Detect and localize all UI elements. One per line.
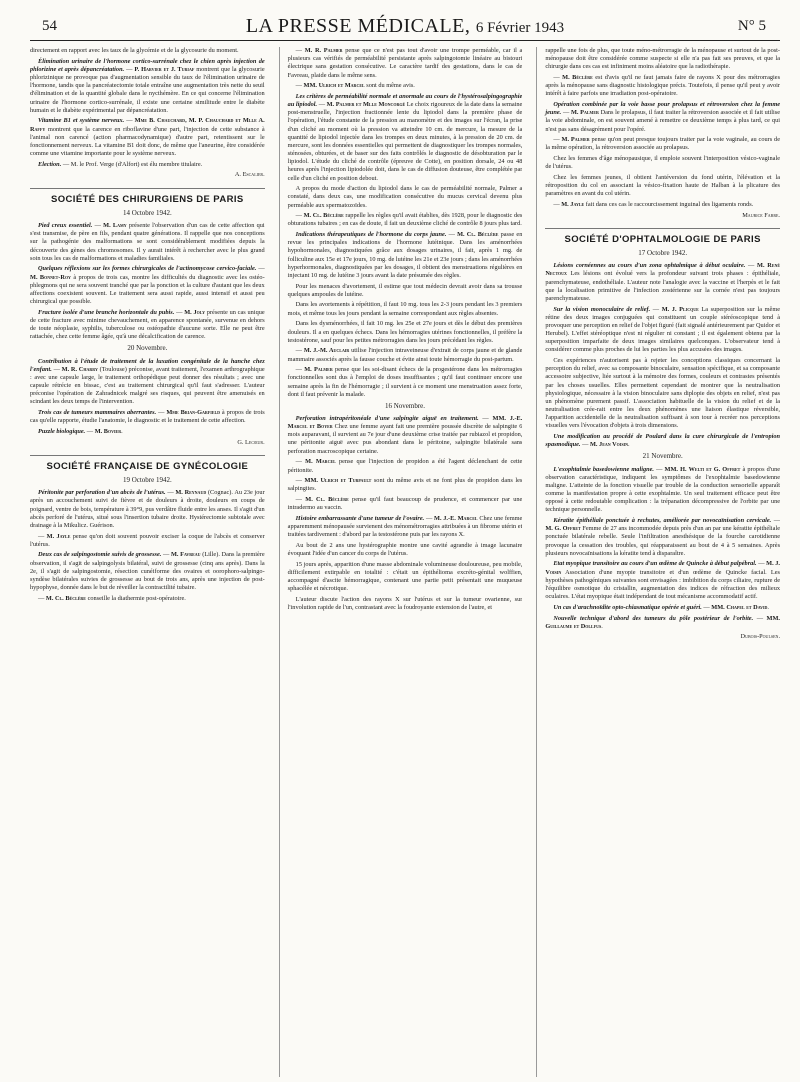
paragraph: Deux cas de salpingostomie suivis de grossesse. — M. Favreau (Lille). Dans la première observation, il s'agit de salpingolysis bilatéral, suivi de grossesse (cinq ans après). Dans la 2e, il s'agit de salpingostomie, résection cunéiforme des ovaires et oorophoro-salpingo-syndèse bilatérales suivies de grossesse au bout de trois ans, après une injection de post-hypophyse, donnée dans le but de réveiller la contractilité tubaire.	[30, 551, 265, 592]
paragraph: — M. Cl. Béclère conseille la diathermie post-opératoire.	[38, 594, 186, 602]
report-signature: Dubois-Poulsen.	[740, 633, 781, 641]
communication-title: Opération combinée par la voie basse pour prolapsus et rétroversion chez la femme jeune.	[545, 101, 781, 117]
paragraph: Élimination urinaire de l'hormone cortico-surrénale chez le chien après injection de phlorizine et après dépancréatation. — P. Harvier et J. Turiaf montrent que la glycosurie phlorizinique ne provoque pas d'augmentation sensible du taux de l'élimination urinaire de l'hormone, tandis que la pancréatectomie totale entraîne une augmentation très nette du seuil d'élimination et de la quantité globale dans le nycthémère. En ce qui concerne l'élimination urinaire de l'hormone cortico-surrénale, il existe une certaine similitude entre le diabète humain et le diabète expérimental par dépancréatation.	[30, 57, 265, 114]
session-date: 20 Novembre.	[127, 344, 168, 353]
paragraph	[545, 155, 780, 171]
paragraph-text: conseille la diathermie post-opératoire.	[87, 594, 186, 602]
paragraph: Quelques réflexions sur les formes chirurgicales de l'actinomycose cervico-faciale. — M. Bonnet-Roy à propos de trois cas, montre les difficultés du diagnostic avec les ostéo-phlegmons qui ne sera souvent tranché que par la ponction et la culture d'autant que les deux affections coexistent souvent. Le traitement sera aussi rapide, aussi intensif et aussi peu chirurgical que possible.	[30, 265, 265, 306]
communication-title: Élimination urinaire de l'hormone cortico-surrénale chez le chien après injection de phlorizine et après dépancréatation.	[30, 57, 265, 73]
communication-title: L'exophtalmie basedowienne maligne.	[553, 465, 654, 473]
paragraph: — M. Cl. Béclère rappelle les règles qu'il avait établies, dès 1928, pour le diagnostic des obturations tubaires ; en cas de doute, il fait un deuxième cliché de contrôle 8 jours plus tard.	[287, 212, 523, 228]
paragraph-text: A propos du mode d'action du lipiodol dans le cas de perméabilité normale, Palmer a constaté, dans deux cas, une modification consécutive du mucus cervical devenu plus perméable aux spermatozoïdes.	[287, 185, 523, 209]
author-names: Mme B. Chauchard, M. P. Chauchard et Mlle A. Raffy	[30, 117, 265, 133]
paragraph-text: M. le Prof. Verge (d'Alfort) est élu membre titulaire.	[70, 160, 203, 168]
communication-title: Fracture isolée d'une branche horizontale du pubis.	[38, 308, 175, 316]
communication-title: Trois cas de tumeurs mammaires aberrantes.	[38, 409, 157, 417]
paragraph: L'exophtalmie basedowienne maligne. — MM. H. Welti et G. Offret à propos d'une observation caractéristique, indiquent les symptômes de l'exophtalmie basedowienne maligne. L'atteinte de la fonction visuelle par trouble de la conduction sensorielle apparaît comme la manifestation propre à cette exophtalmie. Un seul traitement efficace peut être opposé à cette redoutable complication : la trépanation décompressive de l'orbite par une technique personnelle.	[545, 465, 781, 514]
paragraph-text: Ces expériences n'autorisent pas à rejeter les conceptions classiques concernant la perception du relief, avec sa composante binoculaire, sensation spécifique, et sa composante accessoire subjective, liée surtout à la mémoire des formes, couleurs et contrastes présentés par les choses usuelles. Elles permettent cependant de montrer que la neutralisation physiologique, nécessaire à la vision binoculaire sans diplopie des objets en relief, n'est pas un phénomène purement passif. L'association habituelle de la vision du relief et de la neutralisation crée-rait entre les deux phénomènes une liaison élastique réversible, l'apparition accidentelle de la neutralisation suffisant à son tour à recréer nos perceptions visuelles vers l'évocation d'objets à trois dimensions.	[545, 357, 781, 430]
issue-date: 6 Février 1943	[475, 20, 565, 36]
paragraph: Histoire embarrassante d'une tumeur de l'ovaire. — M. J.-E. Marcel Chez une femme apparemment ménopausée survienent des ménométrorragies attribuées à un fibrome utérin et traitées tardivement : d'abord par la testostérone puis par les rayons X.	[287, 514, 523, 539]
paragraph	[288, 596, 523, 612]
paragraph: — MM. Ulrich et Marcel sont du même avis.	[295, 82, 415, 90]
paragraph-text: Chez une femme ayant fait une première poussée discrète de salpingite 6 mois auparavant, il survient au 7e jour d'une deuxième crise traitée par rubiazol et propidon, une péritonite aiguë avec pus abondant dans le péritoine, salpingite bilatérale sans perforation macroscopique certaine.	[287, 423, 523, 455]
communication-title: Puzzle biologique.	[38, 427, 86, 435]
paragraph-text: présente l'observation d'un cas de cette affection qui s'est transmise, de père en fils, pendant quatre générations. Il rappelle que nos conceptions sur la pathogénie des malformations se sont considérablement modifiées depuis la découverte des gènes des chromosomes. Il y aurait intérêt à rechercher avec le plus grand soin tous les cas de malformations et maladies familiales.	[30, 222, 265, 262]
paragraph-text: (Cognac). Au 23e jour après un accouchement suivi de fièvre et de douleurs à droite, douleurs en coups de poignard, ventre de bois, température à 39°9, pus verdâtre fluide entre les anses. Il s'agit d'un abcès perforé de l'utérus, situé sous l'insertion tubaire droite. Hystérectomie subtotale avec drainage à la Mikulicz. Guérison.	[30, 489, 265, 529]
column-3	[536, 47, 780, 1077]
author-names: M. G. Offret	[545, 525, 581, 533]
section-heading: SOCIÉTÉ DES CHIRURGIENS DE PARIS	[30, 188, 265, 206]
paragraph: Nouvelle technique d'abord des tumeurs du pôle postérieur de l'orbite. — MM. Guillaume et Dollfus.	[545, 614, 781, 630]
paragraph: Indications thérapeutiques de l'hormone du corps jaune. — M. Cl. Béclère passe en revue les principales indications de l'hormone lutéinique. Dans les aménorrhées hypohormonales, diagnostiquées grâce aux dosages urinaires, il fait, après 1 mg. de folliculine aux 15e et 17e jours, 10 mg. de lutéine les 21e et 23e jours ; dans les aménorrhées hyperhormonales, diagnostiquées par les dosages, il obtient des menstruations régulières en injectant 10 mg. de lutéine 3 jours avant la date présumée des règles.	[287, 231, 523, 279]
paragraph: — M. Jayle fait dans ces cas le raccourcissement inguinal des ligaments ronds.	[553, 200, 754, 208]
paragraph-text: passe en revue les principales indications de l'hormone lutéinique. Dans les aménorrhées hypohormonales, diagnostiquées grâce aux dosages urinaires, il fait, après 1 mg. de folliculine aux 15e et 17e jours, 10 mg. de lutéine les 21e et 23e jours ; dans les aménorrhées hyperhormonales, diagnostiquées par les dosages, il obtient des menstruations régulières en injectant 10 mg. de lutéine 3 jours avant la date présumée des règles.	[287, 231, 523, 279]
paragraph: Contribution à l'étude de traitement de la luxation congénitale de la hanche chez l'enfant. — M. R. Charry (Toulouse) préconise, avant traitement, l'examen arthrographique : avec une capsule large, le traitement orthopédique peut donner des résultats ; avec une capsule rétrécie en bissac, c'est au traitement chirurgical qu'il faut s'adresser. L'auteur préconise l'opération de Zahradnicek malgré ses risques, qui peuvent être amenuisés en scindant les deux temps de l'intervention.	[30, 357, 265, 406]
author-names: M. Cl. Béclère	[305, 496, 349, 504]
paragraph: Election. — M. le Prof. Verge (d'Alfort) est élu membre titulaire.	[38, 160, 203, 168]
paragraph: — M. J.-M. Auclair utilise l'injection intraveineuse d'extrait de corps jaune et de glande mammaire associés après la fausse couche et évite ainsi toute hémorragie du post-partum.	[287, 347, 523, 363]
paragraph-text: Au bout de 2 ans une hystérographie montre une cavité agrandie à image lacunaire évoquant l'idée d'un cancer du corps de l'utérus.	[287, 541, 523, 558]
author-names: M. R. Charry	[61, 365, 98, 373]
paragraph: Pied creux essentiel. — M. Lamy présente l'observation d'un cas de cette affection qui s'est transmise, de père en fils, pendant quatre générations. Il rappelle que nos conceptions sur la pathogénie des malformations se sont considérablement modifiées depuis la découverte des gènes des chromosomes. Il y aurait intérêt à rechercher avec le plus grand soin tous les cas de malformations et maladies familiales.	[30, 222, 265, 262]
report-signature: A. Escalier.	[234, 171, 265, 179]
communication-title: Sur la vision monoculaire de relief.	[553, 305, 651, 313]
paragraph-text: Chez les femmes jeunes, il obtient l'antéversion du fond utérin, l'élévation et la rétroposition du col en associant la vésico-fixation haute de Halban à la plicature des paramètres en avant du col utérin.	[545, 173, 781, 198]
report-signature: Maurice Fabre.	[742, 211, 781, 219]
author-names: M. Reynaud	[175, 489, 207, 497]
paragraph	[545, 47, 780, 72]
communication-title: Quelques réflexions sur les formes chirurgicales de l'actinomycose cervico-faciale.	[38, 265, 257, 273]
paragraph-text: La superposition sur la même rétine des deux images conjuguées qui constituent un couple stéréoscopique tend à provoquer une perception en relief de l'objet figuré (fait signalé antérieurement par Quidor et Herubel). L'effet stéréoptique n'est ni régulier ni constant ; il est également obtenu par la superposition imparfaite de deux images similaires quelconques. L'observateur tend à considérer comme plus proches de lui les parties les plus accusées des images.	[545, 305, 781, 354]
paragraph: — M. Palmer pense que les soi-disant échecs de la progestérone dans les métrorragies fonctionnelles sont dus à l'emploi de doses insuffisantes ; qu'il faut continuer encore une semaine après la fin de l'hémorragie ; il survient à ce moment une menstruation assez forte, dont il faut prévenir la malade.	[287, 366, 523, 398]
paragraph-text: à propos d'une observation caractéristique, indiquent les symptômes de l'exophtalmie basedowienne maligne. L'atteinte de la fonction visuelle par trouble de la conduction sensorielle apparaît comme la manifestation propre à cette exophtalmie. Un seul traitement efficace peut être opposé à cette redoutable complication : la trépanation décompressive de l'orbite par une technique personnelle.	[545, 465, 781, 514]
paragraph: Puzzle biologique. — M. Bovier.	[38, 427, 123, 435]
author-names: M. Cl. Béclère	[457, 231, 499, 239]
paragraph-text: rappelle une fois de plus, que toute méno-métrorragie de la ménopause et surtout de la post-ménopause doit être considérée comme suspecte si elle n'a pas fait ses preuves, et que la chirurgie dans ces cas est infiniment moins aléatoire que la radiothérapie.	[545, 47, 781, 71]
author-names: M. Marcel	[305, 458, 336, 466]
paragraph	[288, 561, 523, 594]
paragraph-text: sont du même avis.	[366, 82, 415, 90]
author-names: MM. Guillaume et Dollfus	[545, 614, 781, 630]
paragraph-text: sont du même avis et ne font plus de propidon dans les salpingites.	[287, 477, 523, 493]
communication-title: Histoire embarrassante d'une tumeur de l'ovaire.	[295, 514, 425, 522]
paragraph: — M. R. Palmer pense que ce n'est pas tout d'avoir une trompe perméable, car il a plusieurs cas vérifiés de perméabilité persistante après salpingotomie linéaire au bistouri électrique sans gestation consécutive. Le caractère tardif des gestations, dans le cas de Favreau, plaide dans le même sens.	[287, 47, 523, 79]
author-names: M. Bovier	[94, 427, 122, 435]
author-names: M. J.-M. Auclair	[303, 347, 350, 355]
paragraph-text: montrent que la glycosurie phlorizinique ne provoque pas d'augmentation sensible du taux de l'élimination urinaire de l'hormone, tandis que la pancréatectomie totale entraîne une augmentation très nette du seuil d'élimination et de la quantité globale dans le nycthémère. En ce qui concerne l'élimination urinaire de l'hormone cortico-surrénale, il existe une certaine similitude entre le diabète humain et le diabète expérimental par dépancréatation.	[30, 65, 265, 114]
paragraph-text: (Lille). Dans la première observation, il s'agit de salpingolysis bilatéral, suivi de grossesse (cinq ans après). Dans la 2e, il s'agit de salpingostomie, résection cunéiforme des ovaires et oorophoro-salpingo-syndèse bilatérales suivies de grossesse au bout de trois ans, après une injection de post-hypophyse, donnée dans le but de réveiller la contractilité tubaire.	[30, 551, 265, 592]
paragraph	[288, 320, 523, 345]
paragraph: Etat myopique transitoire au cours d'un œdème de Quincke à début palpébral. — M. J. Voisin Association d'une myopie transitoire et d'un œdème de Quincke facial. Les hypothèses pathogéniques suivantes sont envisagées : imbibition du corps ciliaire, rupture de l'équilibre osmotique du cristallin, augmentation des indices de réfraction des milieux oculaires. L'état myopique était indépendant de tout mécanisme accommodatif actif.	[545, 560, 781, 601]
section-heading: SOCIÉTÉ FRANÇAISE DE GYNÉCOLOGIE	[30, 455, 265, 473]
communication-title: Vitamine B1 et système nerveux.	[38, 117, 125, 125]
column-2	[279, 47, 523, 1077]
paragraph-text: pense qu'on doit souvent pouvoir exciser la coque de l'abcès et conserver l'utérus.	[30, 532, 265, 548]
paragraph-text: à propos de trois cas, montre les difficultés du diagnostic avec les ostéo-phlegmons qui ne sera souvent tranché que par la ponction et la culture d'autant que les deux affections coexistent souvent. Le traitement sera aussi rapide, aussi intensif et aussi peu chirurgical que possible.	[30, 273, 265, 306]
author-names: M. Jean Voisin	[589, 441, 628, 449]
section-date: 14 Octobre 1942.	[122, 208, 172, 217]
issue-number: N° 5	[737, 18, 766, 34]
paragraph: — MM. Ulrich et Turpault sont du même avis et ne font plus de propidon dans les salpingites.	[287, 477, 523, 493]
paragraph-text: Dans les dysménorrhées, il fait 10 mg. les 25e et 27e jours et dès le début des premières douleurs. Il a en quelques échecs. Dans les hémorragies utérines fonctionnelles, il préfère la testostérone, sauf pour les petites métrorragies dans les jours précédant les règles.	[287, 320, 523, 344]
paragraph: Une modification au procédé de Poulard dans la cure chirurgicale de l'entropion spasmodique. — M. Jean Voisin.	[545, 433, 781, 449]
paragraph: Opération combinée par la voie basse pour prolapsus et rétroversion chez la femme jeune. — M. Palmer Dans le prolapsus, il faut traiter la rétroversion associée et il fait utilise la voie abdominale, on est souvent amené à remettre ce deuxième temps à plus tard, ce qui n'est pas sans désagrément pour l'opéré.	[545, 101, 781, 133]
paragraph: Vitamine B1 et système nerveux. — Mme B. Chauchard, M. P. Chauchard et Mlle A. Raffy montrent que la carence en riboflavine d'une part, l'injection de cette substance à l'animal non carencé (action pharmacodynamique) d'autre part, retentissent sur le fonctionnement nerveux. La vitamine B1 doit donc, de même que l'aneurine, être considérée comme une vitamine importante pour le système nerveux.	[30, 117, 265, 158]
author-names: MM. Chapel et David	[711, 603, 768, 611]
communication-title: Une modification au procédé de Poulard dans la cure chirurgicale de l'entropion spasmodique.	[545, 433, 781, 449]
paragraph: Sur la vision monoculaire de relief. — M. J. Plicque La superposition sur la même rétine des deux images conjuguées qui constituent un couple stéréoscopique tend à provoquer une perception en relief de l'objet figuré (fait signalé antérieurement par Quidor et Herubel). L'effet stéréoptique n'est ni régulier ni constant ; il est également obtenu par la superposition imparfaite de deux images similaires quelconques. L'observateur tend à considérer comme plus proches de lui les parties les plus accusées des images.	[545, 305, 781, 354]
paragraph-text: est d'avis qu'il ne faut jamais faire de rayons X pour des métrorragies après la ménopause sans diagnostic histologique précis. Toutefois, il pense qu'il peut y avoir intérêt à faire parfois une irradiation post-opératoire.	[545, 74, 781, 98]
paragraph: Trois cas de tumeurs mammaires aberrantes. — Mme Brian-Garfield à propos de trois cas qu'elle rapporte, étudie l'anatomie, le diagnostic et le traitement de cette affection.	[30, 409, 265, 425]
session-date: 16 Novembre.	[384, 401, 426, 410]
communication-title: Contribution à l'étude de traitement de la luxation congénitale de la hanche chez l'enfant.	[30, 357, 265, 373]
paragraph-text: fait dans ces cas le raccourcissement inguinal des ligaments ronds.	[585, 200, 754, 208]
communication-title: Indications thérapeutiques de l'hormone du corps jaune.	[295, 231, 447, 239]
author-names: M. Palmer	[304, 366, 333, 374]
author-names: M. J. Plicque	[661, 305, 699, 313]
communication-title: Lésions cornéennes au cours d'un zona ophtalmique à début oculaire.	[553, 262, 746, 270]
paragraph: Les critères de perméabilité normale et anormale au cours de l'hystérosalpingographie au lipiodol. — M. Palmer et Mlle Moncorgé Le choix rigoureux de la date dans la semaine post-menstruelle, l'injection fractionnée lente du lipiodol dans la première phase de l'opération, l'étude constante de la pression au manomètre et des images sur l'écran, la prise d'un cliché au moment où la pression va atteindre 10 cm. de mercure, la mesure de la quantité de lipiodol injectée dans les trompes en deux minutes, à la pression de 20 cm. de mercure, sont les données essentielles qui permettent de diagnostiquer les trompes normales, sténosées, obturées, et de baser sur des faits contrôlés le diagnostic de désobturation par le lipiodol. L'étude du cliché de contrôle (épreuve de Cotte), en position dorsale, 24 ou 48 heures après l'injection lipiodolée doit, dans le cas de diffusion douteuse, être complétée par celle d'un cliché en position debout.	[287, 92, 523, 182]
author-names: Mme Brian-Garfield	[166, 409, 221, 417]
paragraph	[30, 47, 265, 55]
paragraph-text: Association d'une myopie transitoire et d'un œdème de Quincke facial. Les hypothèses pathogéniques suivantes sont envisagées : imbibition du corps ciliaire, rupture de l'équilibre osmotique du cristallin, augmentation des indices de réfraction des milieux oculaires. L'état myopique était indépendant de tout mécanisme accommodatif actif.	[545, 568, 781, 601]
section-date: 17 Octobre 1942.	[638, 249, 688, 258]
author-names: M. J. Voisin	[545, 560, 780, 576]
columns	[30, 47, 780, 1077]
journal-title: LA PRESSE MÉDICALE,	[245, 15, 471, 37]
author-names: M. Joly	[184, 308, 205, 316]
author-names: M. Béclère	[562, 74, 593, 82]
author-names: MM. H. Welti et G. Offret	[664, 465, 741, 473]
paragraph-text: Chez une femme apparemment ménopausée survienent des ménométrorragies attribuées à un fibrome utérin et traitées tardivement : d'abord par la testostérone puis par les rayons X.	[287, 514, 523, 539]
paragraph: — M. Cl. Béclère pense qu'il faut beaucoup de prudence, et commencer par une intradermo au vaccin.	[287, 496, 523, 512]
communication-title: Etat myopique transitoire au cours d'un œdème de Quincke à début palpébral.	[553, 560, 757, 568]
paragraph: — M. Jayle pense qu'on doit souvent pouvoir exciser la coque de l'abcès et conserver l'utérus.	[30, 532, 265, 548]
author-names: M. Palmer	[561, 136, 590, 144]
communication-title: Pied creux essentiel.	[38, 222, 93, 230]
author-names: M. Favreau	[170, 551, 201, 559]
page-number: 54	[42, 18, 57, 34]
paragraph: — M. Béclère est d'avis qu'il ne faut jamais faire de rayons X pour des métrorragies après la ménopause sans diagnostic histologique précis. Toutefois, il pense qu'il peut y avoir intérêt à faire parfois une irradiation post-opératoire.	[545, 74, 781, 98]
author-names: M. Palmer et Mlle Moncorgé	[326, 101, 406, 109]
paragraph-text: Dans le prolapsus, il faut traiter la rétroversion associée et il fait utilise la voie abdominale, on est souvent amené à remettre ce deuxième temps à plus tard, ce qui n'est pas sans désagrément pour l'opéré.	[545, 109, 781, 133]
paragraph-text: L'auteur discute l'action des rayons X sur l'utérus et sur la tumeur ovarienne, sur l'involution rapide de l'un, contrastant avec la foudroyante extension de l'autre, et	[287, 595, 523, 612]
section-heading: SOCIÉTÉ D'OPHTALMOLOGIE DE PARIS	[545, 228, 780, 246]
paragraph-text: rappelle les règles qu'il avait établies, dès 1928, pour le diagnostic des obturations tubaires ; en cas de doute, il fait un deuxième cliché de contrôle 8 jours plus tard.	[287, 212, 523, 228]
paragraph-text: Chez les femmes d'âge ménopausique, il emploie souvent l'interposition vésico-vaginale de l'utérus.	[545, 155, 781, 171]
paragraph-text: utilise l'injection intraveineuse d'extrait de corps jaune et de glande mammaire associés après la fausse couche et évite ainsi toute hémorragie du post-partum.	[287, 347, 523, 363]
communication-title: Un cas d'arachnoïdite opto-chiasmatique opérée et guéri.	[553, 603, 702, 611]
journal-title-line	[30, 15, 780, 38]
paragraph-text: Les lésions ont évolué vers la profondeur suivant trois phases : épithéliale, parenchymateuse, endothéliale. L'auteur note l'analogie avec la vaccine et l'herpès et le fait que la localisation primitive de l'infection zostérienne sur la cornée n'est pas toujours parenchymateuse.	[545, 270, 781, 302]
author-names: M. Jayle	[561, 200, 585, 208]
paragraph: — M. Marcel pense que l'injection de propidon a été l'agent déclenchant de cette péritonite.	[287, 458, 523, 474]
author-names: MM. Ulrich et Marcel	[303, 82, 365, 90]
paragraph-text: pense qu'on peut presque toujours traiter par la voie vaginale, au cours de la même opération, la rétroversion associée au prolapsus.	[545, 136, 780, 152]
communication-title: Kératite épithéliale ponctuée à rechutes, améliorée par novocaïnisation cervicale.	[553, 517, 772, 525]
communication-title: Nouvelle technique d'abord des tumeurs du pôle postérieur de l'orbite.	[553, 614, 754, 622]
session-date: 21 Novembre.	[642, 452, 683, 461]
author-names: M. J.-E. Marcel	[434, 514, 478, 522]
author-names: M. Jayle	[46, 532, 71, 540]
paragraph: Lésions cornéennes au cours d'un zona ophtalmique à début oculaire. — M. René Nectoux Les lésions ont évolué vers la profondeur suivant trois phases : épithéliale, parenchymateuse, endothéliale. L'auteur note l'analogie avec la vaccine et l'herpès et le fait que la localisation primitive de l'infection zostérienne sur la cornée n'est pas toujours parenchymateuse.	[545, 262, 781, 302]
author-names: M. Bonnet-Roy	[30, 273, 71, 281]
paragraph-text: pense que les soi-disant échecs de la progestérone dans les métrorragies fonctionnelles sont dus à l'emploi de doses insuffisantes ; qu'il faut continuer encore une semaine après la fin de l'hémorragie ; il survient à ce moment une menstruation assez forte, dont il faut prévenir la malade.	[287, 366, 523, 398]
author-names: P. Harvier et J. Turiaf	[134, 65, 195, 73]
paragraph: Un cas d'arachnoïdite opto-chiasmatique opérée et guéri. — MM. Chapel et David.	[553, 603, 769, 611]
paragraph: Péritonite par perforation d'un abcès de l'utérus. — M. Reynaud (Cognac). Au 23e jour après un accouchement suivi de fièvre et de douleurs à droite, douleurs en coups de poignard, ventre de bois, température à 39°9, pus verdâtre fluide entre les anses. Il s'agit d'un abcès perforé de l'utérus, situé sous l'insertion tubaire droite. Hystérectomie subtotale avec drainage à la Mikulicz. Guérison.	[30, 489, 265, 529]
communication-title: Péritonite par perforation d'un abcès de l'utérus.	[38, 489, 166, 497]
author-names: M. Cl. Béclère	[45, 594, 86, 602]
author-names: M. René Nectoux	[545, 262, 781, 278]
author-names: M. Cl. Béclère	[303, 212, 344, 220]
paragraph-text: 15 jours après, apparition d'une masse abdominale volumineuse douloureuse, peu mobile, difficilement extirpable en totalité : c'était un épithélioma excréto-génital wolffien, accompagné d'ascite hémorragique, contenant une partie petit présentait une muqueuse sphacélée et nécrotique.	[287, 560, 523, 593]
paragraph-text: montrent que la carence en riboflavine d'une part, l'injection de cette substance à l'animal non carencé (action pharmacodynamique) d'autre part, retentissent sur le fonctionnement nerveux. La vitamine B1 doit donc, de même que l'aneurine, être considérée comme une vitamine importante pour le système nerveux.	[30, 125, 265, 158]
paragraph-text: (Toulouse) préconise, avant traitement, l'examen arthrographique : avec une capsule large, le traitement orthopédique peut donner des résultats ; avec une capsule rétrécie en bissac, c'est au traitement chirurgical qu'il faut s'adresser. L'auteur préconise l'opération de Zahradnicek malgré ses risques, qui peuvent être amenuisés en scindant les deux temps de l'intervention.	[30, 365, 265, 406]
author-names: MM. Ulrich et Turpault	[304, 477, 372, 485]
paragraph-text: Le choix rigoureux de la date dans la semaine post-menstruelle, l'injection fractionnée lente du lipiodol dans la première phase de l'opération, l'étude constante de la pression au manomètre et des images sur l'écran, la prise d'un cliché au moment où la pression va atteindre 10 cm. de mercure, la mesure de la quantité de lipiodol injectée dans les trompes en deux minutes, à la pression de 20 cm. de mercure, sont les données essentielles qui permettent de diagnostiquer les trompes normales, sténosées, obturées, et de baser sur des faits contrôlés le diagnostic de désobturation par le lipiodol. L'étude du cliché de contrôle (épreuve de Cotte), en position dorsale, 24 ou 48 heures après l'injection lipiodolée doit, dans le cas de diffusion douteuse, être complétée par celle d'un cliché en position debout.	[287, 101, 523, 182]
author-names: M. Palmer	[570, 109, 599, 117]
author-names: M. R. Palmer	[304, 47, 343, 54]
author-names: MM. J.-E. Marcel et Boyer	[287, 414, 523, 431]
paragraph	[288, 301, 523, 317]
paragraph: — M. Palmer pense qu'on peut presque toujours traiter par la voie vaginale, au cours de la même opération, la rétroversion associée au prolapsus.	[545, 136, 780, 152]
paragraph	[545, 357, 780, 431]
communication-title: Deux cas de salpingostomie suivis de grossesse.	[38, 551, 162, 559]
paragraph: Kératite épithéliale ponctuée à rechutes, améliorée par novocaïnisation cervicale. — M. G. Offret Femme de 27 ans incommodée depuis près d'un an par une kératite épithéliale ponctuée bilatérale rebelle. Seule l'infiltration anesthésique de la fourche carotidienne provoque la cessation des troubles, qui réapparaissent au bout de 4 à 5 semaines. Après plusieurs novocaïnisations la kératite tend à disparaître.	[545, 517, 781, 557]
paragraph-text: à propos de trois cas qu'elle rapporte, étudie l'anatomie, le diagnostic et le traitement de cette affection.	[30, 409, 265, 425]
paragraph: Fracture isolée d'une branche horizontale du pubis. — M. Joly présente un cas unique de cette fracture avec minime chevauchement, en apparence spontanée, survenue en dehors de toute néoplasie, syphilis, tuberculose ou ostéopathie d'aucune sorte. Elle ne peut être rattachée, chez cette femme âgée, qu'à une décalcification de carence.	[30, 308, 265, 341]
communication-title: Election.	[38, 160, 62, 168]
paragraph-text: pense que l'injection de propidon a été l'agent déclenchant de cette péritonite.	[287, 458, 523, 474]
page-header	[30, 12, 780, 41]
paragraph-text: pense que ce n'est pas tout d'avoir une trompe perméable, car il a plusieurs cas vérifiés de perméabilité persistante après salpingotomie linéaire au bistouri électrique sans gestation consécutive. Le caractère tardif des gestations, dans le cas de Favreau, plaide dans le même sens.	[287, 47, 523, 79]
paragraph-text: Pour les menaces d'avortement, il estime que tout médecin devrait avoir dans sa trousse quelques ampoules de lutéine.	[287, 282, 523, 298]
paragraph	[288, 542, 523, 558]
communication-title: Les critères de perméabilité normale et anormale au cours de l'hystérosalpingographie au lipiodol.	[287, 92, 523, 109]
column-1	[30, 47, 265, 1077]
communication-title: Perforation intrapéritonéale d'une salpingite aiguë en traitement.	[295, 414, 479, 422]
paragraph	[288, 283, 523, 299]
paragraph-text: pense qu'il faut beaucoup de prudence, et commencer par une intradermo au vaccin.	[287, 496, 523, 512]
author-names: M. Lamy	[103, 222, 127, 230]
paragraph	[545, 174, 780, 199]
report-signature: G. Lecœur.	[237, 438, 265, 446]
paragraph-text: directement en rapport avec les taux de la glycémie et de la glycosurie du moment.	[30, 47, 239, 54]
paragraph: Perforation intrapéritonéale d'une salpingite aiguë en traitement. — MM. J.-E. Marcel et Boyer Chez une femme ayant fait une première poussée discrète de salpingite 6 mois auparavant, il survient au 7e jour d'une deuxième crise traitée par rubiazol et propidon, une péritonite aiguë avec pus abondant dans le péritoine, salpingite bilatérale sans perforation macroscopique certaine.	[287, 414, 523, 455]
paragraph	[288, 185, 523, 210]
paragraph-text: présente un cas unique de cette fracture avec minime chevauchement, en apparence spontanée, survenue en dehors de toute néoplasie, syphilis, tuberculose ou ostéopathie d'aucune sorte. Elle ne peut être rattachée, chez cette femme âgée, qu'à une décalcification de carence.	[30, 308, 265, 341]
section-date: 19 Octobre 1942.	[122, 476, 172, 485]
paragraph-text: Dans les avortements à répétition, il faut 10 mg. tous les 2-3 jours pendant les 3 premiers mois, et même tous les jours pendant la semaine correspondant aux règles absentes.	[287, 301, 523, 317]
paragraph-text: Femme de 27 ans incommodée depuis près d'un an par une kératite épithéliale ponctuée bilatérale rebelle. Seule l'infiltration anesthésique de la fourche carotidienne provoque la cessation des troubles, qui réapparaissent au bout de 4 à 5 semaines. Après plusieurs novocaïnisations la kératite tend à disparaître.	[545, 525, 781, 557]
